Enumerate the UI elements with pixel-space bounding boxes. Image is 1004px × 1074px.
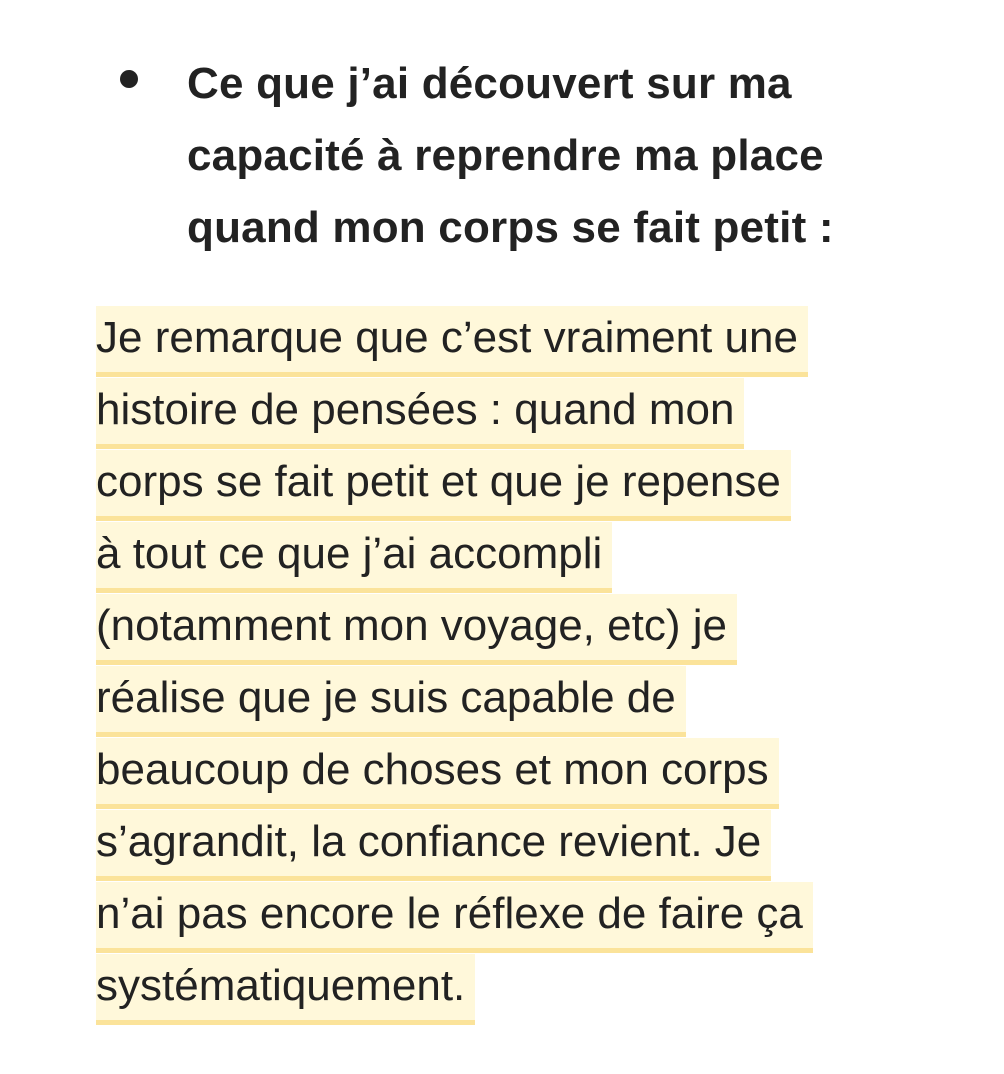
- highlighted-line: [96, 522, 956, 594]
- highlighted-line: [96, 810, 956, 882]
- highlighted-text: systématiquement.: [96, 954, 475, 1025]
- highlighted-paragraph[interactable]: [96, 306, 956, 1026]
- highlighted-text: n’ai pas encore le réflexe de faire ça: [96, 882, 813, 953]
- bullet-line: quand mon corps se fait petit :: [187, 203, 834, 252]
- bullet-dot-icon: [120, 70, 138, 88]
- bullet-line: capacité à reprendre ma place: [187, 131, 824, 180]
- highlighted-text: (notamment mon voyage, etc) je: [96, 594, 737, 665]
- bullet-line: Ce que j’ai découvert sur ma: [187, 59, 792, 108]
- highlighted-line: [96, 954, 956, 1026]
- highlighted-line: [96, 594, 956, 666]
- highlighted-text: Je remarque que c’est vraiment une: [96, 306, 808, 377]
- highlighted-line: [96, 738, 956, 810]
- highlighted-text: réalise que je suis capable de: [96, 666, 686, 737]
- highlighted-text: histoire de pensées : quand mon: [96, 378, 744, 449]
- highlighted-line: [96, 378, 956, 450]
- highlighted-line: [96, 666, 956, 738]
- bullet-heading-text[interactable]: [187, 48, 947, 264]
- highlighted-text: à tout ce que j’ai accompli: [96, 522, 612, 593]
- highlighted-text: corps se fait petit et que je repense: [96, 450, 791, 521]
- highlighted-line: [96, 306, 956, 378]
- highlighted-line: [96, 882, 956, 954]
- highlighted-text: s’agrandit, la confiance revient. Je: [96, 810, 771, 881]
- highlighted-text: beaucoup de choses et mon corps: [96, 738, 779, 809]
- highlighted-line: [96, 450, 956, 522]
